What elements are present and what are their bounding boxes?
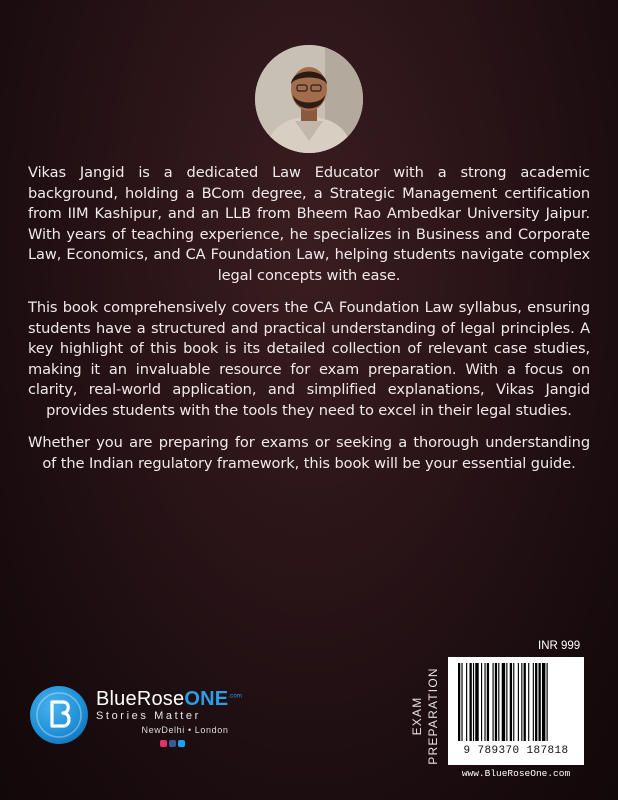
- barcode-bar: [506, 663, 507, 741]
- barcode-bar: [535, 663, 537, 741]
- barcode-bars: [456, 663, 576, 743]
- barcode-bar: [502, 663, 505, 741]
- barcode-bar: [510, 663, 512, 741]
- book-summary: This book comprehensively covers the CA Foundation Law syllabus, ensuring students have a structured and practical understanding of legal principles. A key highlight of this book is its detailed collection of relevant case studies, making it an invaluable resource for exam preparation. With a focus on clarity, real-world application, and simplified explanations, Vikas Jangid provides students with the tools they need to excel in their legal studies.: [28, 299, 590, 419]
- barcode-bar: [470, 663, 472, 741]
- facebook-icon: [169, 740, 176, 747]
- barcode-bar: [539, 663, 541, 741]
- isbn-barcode: [448, 657, 584, 765]
- barcode-bar: [493, 663, 494, 741]
- isbn-number: 9 789370 187818: [463, 745, 569, 757]
- barcode-bar: [533, 663, 534, 741]
- price-label: INR 999: [538, 640, 581, 652]
- author-bio: Vikas Jangid is a dedicated Law Educator with a strong academic background, holding a BCom degree, a Strategic Management certification from IIM Kashipur, and an LLB from Bheem Rao Ambedkar University Jaipur. With years of teaching experience, he specializes in Business and Corporate Law, Economics, and CA Foundation Law, helping students navigate complex legal concepts with ease.: [28, 164, 590, 284]
- barcode-bar: [473, 663, 474, 741]
- publisher-name: BlueRoseONE$^{.com}$: [96, 688, 243, 710]
- barcode-bar: [547, 663, 548, 741]
- barcode-bar: [542, 663, 545, 741]
- instagram-icon: [160, 740, 167, 747]
- publisher-tagline: Stories Matter: [96, 710, 201, 722]
- barcode-bar: [481, 663, 482, 741]
- closing-statement: Whether you are preparing for exams or seeking a thorough understanding of the Indian regulatory framework, this book will be your essential guide.: [28, 434, 590, 472]
- barcode-bar: [524, 663, 526, 741]
- barcode-bar: [518, 663, 519, 741]
- social-icons: [160, 740, 185, 747]
- barcode-bar: [484, 663, 485, 741]
- category-line-1: EXAM: [410, 696, 424, 736]
- author-portrait: [255, 45, 363, 153]
- barcode-bar: [513, 663, 514, 741]
- barcode-bar: [461, 663, 462, 741]
- barcode-bar: [528, 663, 529, 741]
- category-label: [405, 660, 445, 772]
- category-line-2: PREPARATION: [426, 667, 440, 765]
- publisher-website: www.BlueRoseOne.com: [461, 768, 571, 779]
- publisher-cities: NewDelhi • London: [141, 725, 229, 735]
- barcode-bar: [475, 663, 478, 741]
- barcode-bar: [521, 663, 522, 741]
- barcode-bar: [495, 663, 497, 741]
- barcode-bar: [458, 663, 460, 741]
- twitter-icon: [178, 740, 185, 747]
- barcode-bar: [466, 663, 467, 741]
- bluerose-logo-icon: [30, 686, 88, 744]
- barcode-bar: [498, 663, 499, 741]
- publisher-brand: [96, 688, 242, 722]
- barcode-bar: [487, 663, 489, 741]
